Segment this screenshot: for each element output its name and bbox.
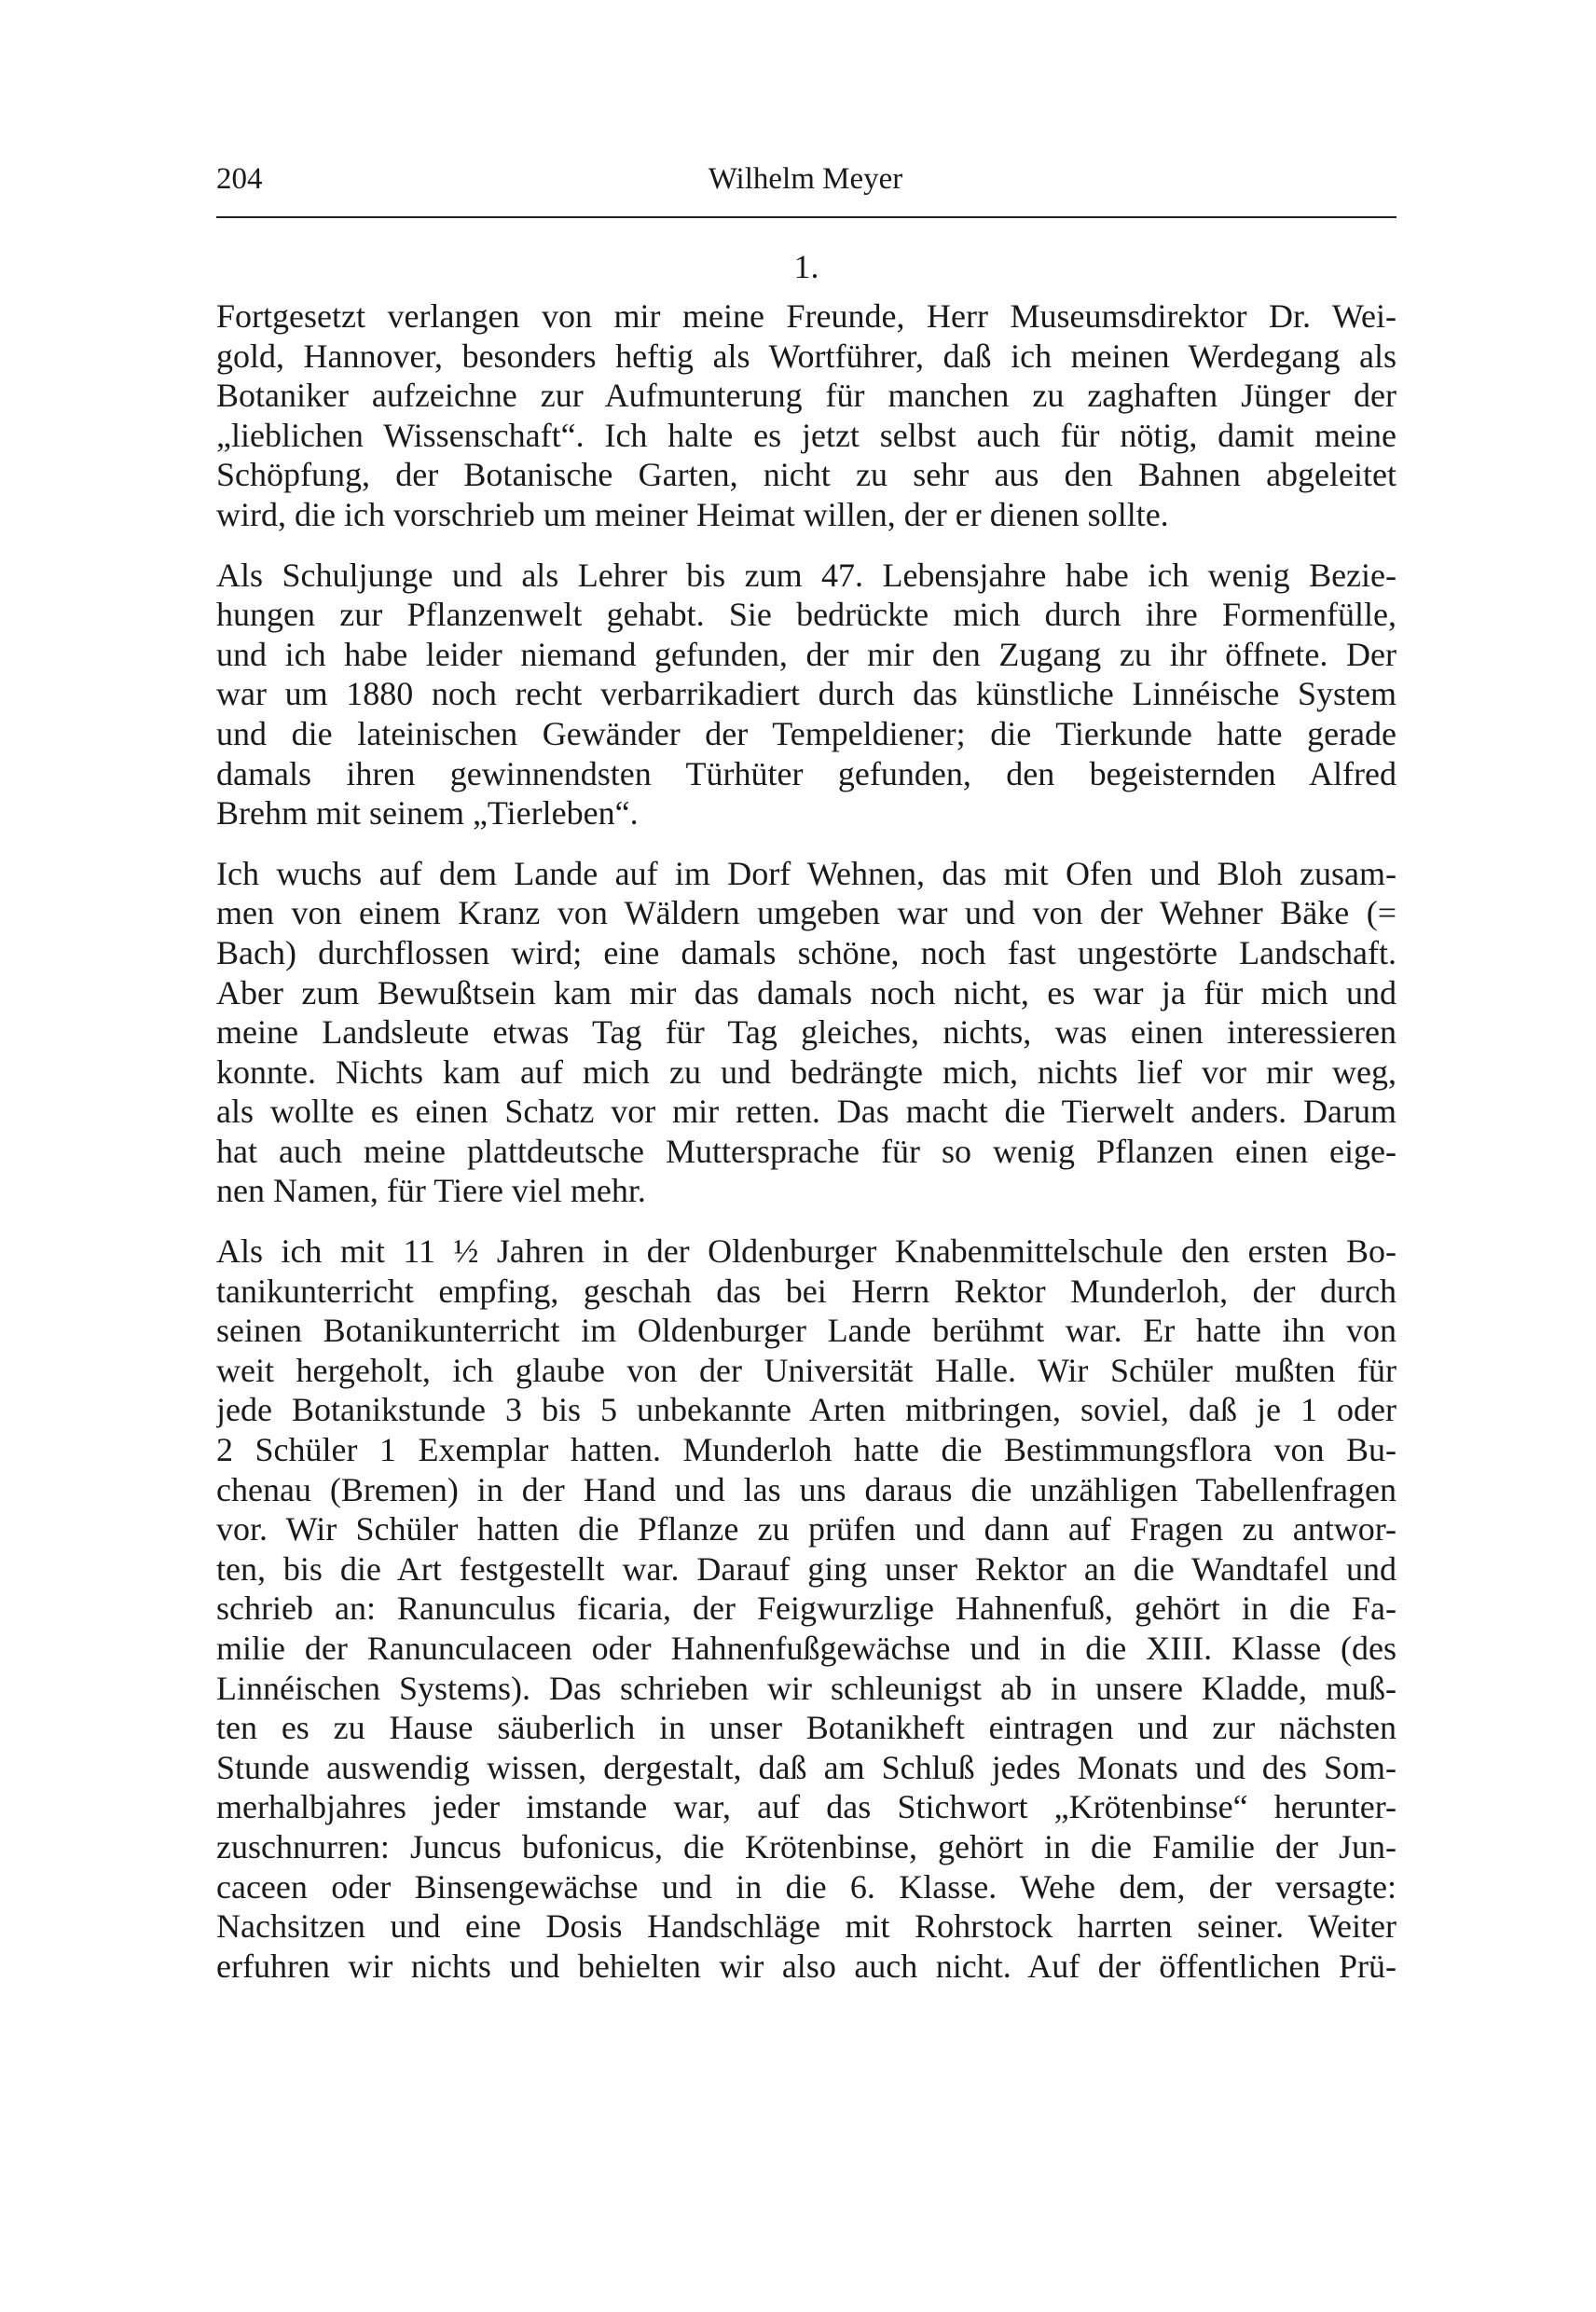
text-line: und ich habe leider niemand gefunden, der mir den Zugang zu ihr öffnete. Der <box>216 635 1396 673</box>
text-line: Bach) durchflossen wird; eine damals schöne, noch fast ungestörte Landschaft. <box>216 933 1396 971</box>
running-title: Wilhelm Meyer <box>708 162 903 196</box>
text-line: ten es zu Hause säuberlich in unser Botanikheft eintragen und zur nächsten <box>216 1709 1396 1747</box>
text-line: Nachsitzen und eine Dosis Handschläge mit Rohrstock harrten seiner. Weiter <box>216 1907 1396 1946</box>
text-line: als wollte es einen Schatz vor mir retten. Das macht die Tierwelt anders. Darum <box>216 1093 1396 1131</box>
text-line: Als ich mit 11 ½ Jahren in der Oldenburger Knabenmittelschule den ersten Bo- <box>216 1232 1396 1271</box>
body-text <box>216 296 1396 2006</box>
text-line: hat auch meine plattdeutsche Muttersprache für so wenig Pflanzen einen eige- <box>216 1132 1396 1170</box>
paragraph <box>216 556 1396 833</box>
text-line: gold, Hannover, besonders heftig als Wortführer, daß ich meinen Werdegang als <box>216 337 1396 375</box>
text-line: zuschnurren: Juncus bufonicus, die Krötenbinse, gehört in die Familie der Jun- <box>216 1827 1396 1865</box>
paragraph <box>216 854 1396 1211</box>
text-line: seinen Botanikunterricht im Oldenburger Lande berühmt war. Er hatte ihn von <box>216 1312 1396 1350</box>
text-line: vor. Wir Schüler hatten die Pflanze zu prüfen und dann auf Fragen zu antwor- <box>216 1510 1396 1548</box>
text-line: Ich wuchs auf dem Lande auf im Dorf Wehnen, das mit Ofen und Bloh zusam- <box>216 854 1396 892</box>
text-line: Brehm mit seinem „Tierleben“. <box>216 794 639 833</box>
text-line: hungen zur Pflanzenwelt gehabt. Sie bedrückte mich durch ihre Formenfülle, <box>216 596 1396 634</box>
page-number: 204 <box>216 162 263 196</box>
running-head <box>216 157 1395 201</box>
text-line: erfuhren wir nichts und behielten wir also auch nicht. Auf der öffentlichen Prü- <box>216 1947 1396 1985</box>
text-line: ten, bis die Art festgestellt war. Darauf ging unser Rektor an die Wandtafel und <box>216 1549 1396 1588</box>
text-line: caceen oder Binsengewächse und in die 6. Klasse. Wehe dem, der versagte: <box>216 1867 1396 1906</box>
text-line: Linnéischen Systems). Das schrieben wir schleunigst ab in unsere Kladde, muß- <box>216 1669 1396 1707</box>
section-number: 1. <box>793 248 819 285</box>
text-line: schrieb an: Ranunculus ficaria, der Feigwurzlige Hahnenfuß, gehört in die Fa- <box>216 1590 1396 1628</box>
paragraph <box>216 296 1396 535</box>
text-line: 2 Schüler 1 Exemplar hatten. Munderloh hatte die Bestimmungsflora von Bu- <box>216 1431 1396 1469</box>
text-line: wird, die ich vorschrieb um meiner Heimat willen, der er dienen sollte. <box>216 495 1169 533</box>
text-line: men von einem Kranz von Wäldern umgeben war und von der Wehner Bäke (= <box>216 894 1396 932</box>
text-line: tanikunterricht empfing, geschah das bei Herrn Rektor Munderloh, der durch <box>216 1272 1396 1310</box>
text-line: nen Namen, für Tiere viel mehr. <box>216 1172 646 1210</box>
text-line: Als Schuljunge und als Lehrer bis zum 47. Lebensjahre habe ich wenig Bezie- <box>216 556 1396 594</box>
text-line: damals ihren gewinnendsten Türhüter gefunden, den begeisternden Alfred <box>216 754 1396 792</box>
text-line: Aber zum Bewußtsein kam mir das damals noch nicht, es war ja für mich und <box>216 973 1396 1012</box>
text-line: merhalbjahres jeder imstande war, auf das Stichwort „Krötenbinse“ herunter- <box>216 1788 1396 1826</box>
text-line: Fortgesetzt verlangen von mir meine Freunde, Herr Museumsdirektor Dr. Wei- <box>216 297 1396 335</box>
text-line: chenau (Bremen) in der Hand und las uns daraus die unzähligen Tabellenfragen <box>216 1470 1396 1508</box>
text-line: Botaniker aufzeichne zur Aufmunterung für manchen zu zaghaften Jünger der <box>216 377 1396 415</box>
header-rule <box>216 216 1396 218</box>
paragraph <box>216 1232 1396 1986</box>
text-line: milie der Ranunculaceen oder Hahnenfußgewächse und in die XIII. Klasse (des <box>216 1630 1396 1667</box>
text-line: „lieblichen Wissenschaft“. Ich halte es jetzt selbst auch für nötig, damit meine <box>216 416 1396 454</box>
text-line: war um 1880 noch recht verbarrikadiert durch das künstliche Linnéische System <box>216 675 1396 713</box>
text-line: meine Landsleute etwas Tag für Tag gleiches, nichts, was einen interessieren <box>216 1013 1396 1052</box>
text-line: Schöpfung, der Botanische Garten, nicht zu sehr aus den Bahnen abgeleitet <box>216 456 1396 494</box>
text-line: Stunde auswendig wissen, dergestalt, daß am Schluß jedes Monats und des Som- <box>216 1748 1396 1786</box>
text-line: und die lateinischen Gewänder der Tempeldiener; die Tierkunde hatte gerade <box>216 714 1396 752</box>
text-line: weit hergeholt, ich glaube von der Universität Halle. Wir Schüler mußten für <box>216 1351 1396 1389</box>
text-line: jede Botanikstunde 3 bis 5 unbekannte Arten mitbringen, soviel, daß je 1 oder <box>216 1391 1396 1429</box>
text-line: konnte. Nichts kam auf mich zu und bedrängte mich, nichts lief vor mir weg, <box>216 1053 1396 1091</box>
